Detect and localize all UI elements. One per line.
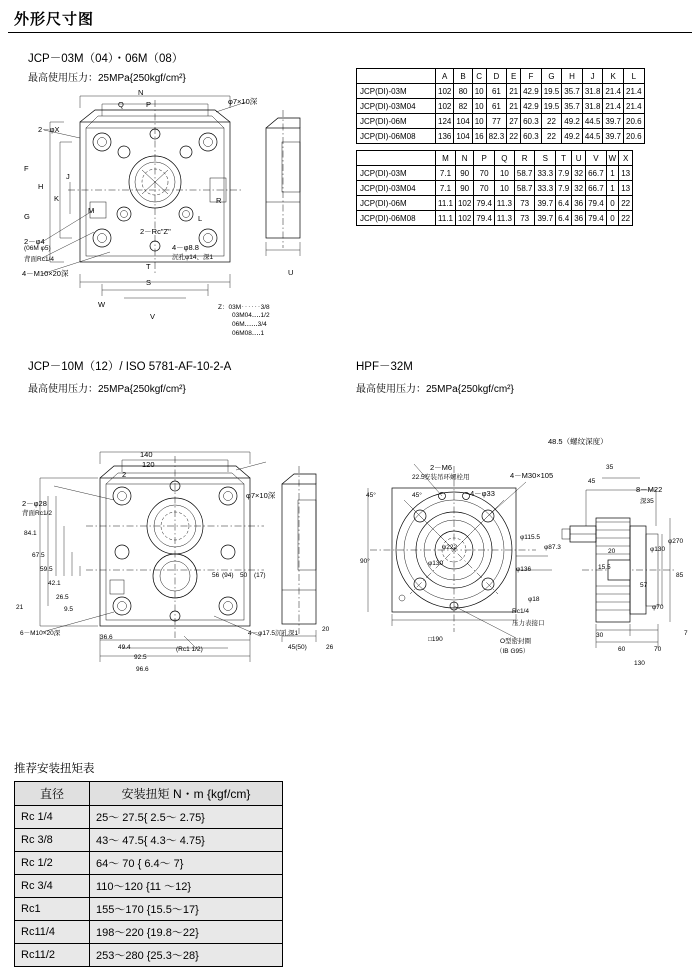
cell-w: 0 — [606, 196, 619, 211]
cell-k: 39.7 — [603, 129, 624, 144]
cell-e: 27 — [507, 114, 521, 129]
cell-model: JCP(DI)-03M — [357, 84, 436, 99]
label-dwg1-phix: 2－φX — [38, 125, 60, 134]
torque-table — [14, 781, 283, 967]
label-dwg3-60: 60 — [618, 646, 626, 653]
label-dwg2-20: 20 — [322, 626, 330, 633]
cell-model: JCP(DI)-06M — [357, 196, 436, 211]
torque-table-title: 推荐安装扭矩表 — [14, 763, 95, 775]
label-dwg3-45: 45 — [588, 478, 596, 485]
label-dwg1-zlist2: 03M04‥‥1/2 — [232, 312, 270, 319]
table-row-header — [357, 69, 645, 84]
cell-l: 21.4 — [624, 84, 645, 99]
label-dwg2-966: 96.6 — [136, 666, 149, 673]
label-dwg2-17: (17) — [254, 572, 266, 579]
label-dwg2-rc1: (Rc1 1/2) — [176, 646, 203, 653]
table-row — [15, 806, 283, 829]
table-row — [15, 829, 283, 852]
cell-n: 102 — [455, 211, 473, 226]
cell-d: 82.3 — [486, 129, 507, 144]
table-row — [357, 129, 645, 144]
cell-s: 33.3 — [535, 181, 556, 196]
cell-p: 70 — [474, 166, 495, 181]
label-dwg1-k: K — [54, 194, 60, 203]
label-dwg3-70: 70 — [654, 646, 662, 653]
cell-k: 21.4 — [603, 84, 624, 99]
cell-x: 22 — [619, 196, 633, 211]
col-k: K — [603, 69, 624, 84]
col-e: E — [507, 69, 521, 84]
cell-j: 44.5 — [582, 129, 603, 144]
label-dwg2-m10: 6－M10×20深 — [20, 630, 61, 637]
col-p: P — [474, 151, 495, 166]
cell-t: 6.4 — [556, 211, 572, 226]
label-dwg1-phi88: 4－φ8.8 — [172, 243, 199, 252]
label-dwg3-m30: 4－M30×105 — [510, 471, 554, 480]
cell-torque: 110～120 {11 ～12} — [90, 875, 283, 898]
label-dwg3-phi70: φ70 — [652, 604, 664, 611]
label-dwg2-421: 42.1 — [48, 580, 61, 587]
cell-h: 35.7 — [562, 99, 583, 114]
cell-j: 31.8 — [582, 99, 603, 114]
col-diameter: 直径 — [15, 782, 90, 806]
label-dwg2-841: 84.1 — [24, 530, 37, 537]
cell-r: 73 — [514, 211, 535, 226]
label-dwg3-30: 30 — [596, 632, 604, 639]
cell-torque: 64～ 70 { 6.4～ 7} — [90, 852, 283, 875]
label-dwg3-phi115: φ115.5 — [520, 534, 540, 541]
label-dwg3-oring2: （IB G95） — [496, 648, 530, 655]
cell-e: 21 — [507, 84, 521, 99]
cell-q: 11.3 — [494, 211, 514, 226]
label-dwg3-oring1: O型密封圈 — [500, 638, 532, 645]
page-title: 外形尺寸图 — [14, 11, 95, 28]
label-dwg2-94: (94) — [222, 572, 234, 579]
label-dwg2-675: 67.5 — [32, 552, 45, 559]
cell-b: 80 — [454, 84, 472, 99]
label-dwg3-20: 20 — [608, 548, 616, 555]
col-u: U — [572, 151, 586, 166]
cell-w: 0 — [606, 211, 619, 226]
label-dwg1-m: M — [88, 206, 95, 215]
label-dwg3-gauge: 压力表接口 — [512, 620, 545, 627]
label-dwg2-56: 56 — [212, 572, 220, 579]
cell-v: 66.7 — [586, 166, 607, 181]
label-dwg1-q: Q — [118, 100, 124, 109]
cell-diameter: Rc11/2 — [15, 944, 90, 967]
cell-n: 90 — [455, 166, 473, 181]
label-dwg3-phi130: φ130 — [428, 560, 444, 567]
cell-r: 58.7 — [514, 166, 535, 181]
label-dwg2-595: 59.5 — [40, 566, 53, 573]
cell-b: 82 — [454, 99, 472, 114]
label-dwg2-2: 2 — [122, 470, 127, 479]
cell-p: 79.4 — [474, 196, 495, 211]
cell-model: JCP(DI)-03M04 — [357, 181, 436, 196]
cell-f: 60.3 — [521, 114, 542, 129]
label-dwg3-57: 57 — [640, 582, 648, 589]
cell-u: 32 — [572, 166, 586, 181]
col-b: B — [454, 69, 472, 84]
label-dwg2-45: 45(50) — [288, 644, 307, 651]
cell-s: 33.3 — [535, 166, 556, 181]
label-dwg1-t: T — [146, 262, 151, 271]
cell-c: 16 — [472, 129, 486, 144]
label-dwg2-backrc: 背面Rc1/2 — [22, 510, 52, 517]
label-dwg1-p: P — [146, 100, 152, 109]
cell-torque: 43～ 47.5{ 4.3～ 4.75} — [90, 829, 283, 852]
cell-model: JCP(DI)-03M — [357, 166, 436, 181]
cell-v: 79.4 — [586, 196, 607, 211]
cell-c: 10 — [472, 84, 486, 99]
label-dwg2-phi28: 2－φ28 — [22, 499, 47, 508]
label-dwg1-v: V — [150, 312, 156, 321]
cell-p: 70 — [474, 181, 495, 196]
cell-diameter: Rc 3/4 — [15, 875, 90, 898]
label-dwg3-90: 90° — [360, 558, 370, 565]
label-dwg1-u: U — [288, 268, 294, 277]
cell-g: 19.5 — [541, 99, 562, 114]
label-dwg2-dia7: φ7×10深 — [246, 491, 276, 500]
cell-u: 32 — [572, 181, 586, 196]
cell-k: 39.7 — [603, 114, 624, 129]
label-dwg2-21: 21 — [16, 604, 24, 611]
label-dwg2-366: 36.6 — [100, 634, 113, 641]
cell-h: 35.7 — [562, 84, 583, 99]
label-dwg3-35: 35 — [606, 464, 614, 471]
cell-r: 58.7 — [514, 181, 535, 196]
cell-torque: 253～280 {25.3～28} — [90, 944, 283, 967]
label-dwg2-120: 120 — [142, 460, 155, 469]
cell-model: JCP(DI)-03M04 — [357, 99, 436, 114]
label-dwg1-backrc: 背面Rc1/4 — [24, 256, 54, 263]
label-dwg1-r: R — [216, 196, 222, 205]
cell-torque: 25～ 27.5{ 2.5～ 2.75} — [90, 806, 283, 829]
drawing-jcp03m — [20, 82, 350, 332]
cell-h: 49.2 — [562, 114, 583, 129]
cell-f: 60.3 — [521, 129, 542, 144]
cell-j: 44.5 — [582, 114, 603, 129]
label-dwg3-hoist: 安装吊环螺栓用 — [424, 474, 470, 481]
table-row — [15, 898, 283, 921]
col-a: A — [436, 69, 454, 84]
table-row — [357, 84, 645, 99]
label-dwg2-26: 26 — [326, 644, 334, 651]
title-divider — [8, 32, 692, 33]
label-dwg3-phi130b: φ130 — [650, 546, 666, 553]
cell-u: 36 — [572, 196, 586, 211]
cell-e: 22 — [507, 129, 521, 144]
cell-model: JCP(DI)-06M — [357, 114, 436, 129]
cell-diameter: Rc 1/2 — [15, 852, 90, 875]
cell-m: 11.1 — [436, 211, 456, 226]
section-pressure-jcp03m: 最高使用压力：25MPa{250kgf/cm²} — [28, 73, 186, 84]
table-row-header — [15, 782, 283, 806]
col-torque: 安装扭矩 N・m {kgf/cm} — [90, 782, 283, 806]
section-pressure-jcp10m: 最高使用压力：25MPa{250kgf/cm²} — [28, 384, 186, 395]
cell-c: 10 — [472, 99, 486, 114]
label-dwg1-w: W — [98, 300, 106, 309]
table-dimensions-abc — [356, 68, 645, 144]
label-dwg1-zlist1: Z：03M‥‥‥3/8 — [218, 304, 270, 311]
col-n: N — [455, 151, 473, 166]
label-dwg1-s: S — [146, 278, 152, 287]
section-pressure-hpf32m: 最高使用压力：25MPa{250kgf/cm²} — [356, 384, 514, 395]
cell-n: 90 — [455, 181, 473, 196]
label-dwg3-deep35: 深35 — [640, 498, 654, 505]
label-dwg1-note06m: (06M φ5) — [24, 245, 51, 252]
cell-x: 13 — [619, 166, 633, 181]
label-dwg3-485: 48.5（螺纹深度） — [548, 437, 608, 446]
cell-x: 22 — [619, 211, 633, 226]
cell-l: 20.6 — [624, 129, 645, 144]
cell-k: 21.4 — [603, 99, 624, 114]
cell-diameter: Rc 1/4 — [15, 806, 90, 829]
cell-a: 102 — [436, 84, 454, 99]
label-dwg1-g: G — [24, 212, 30, 221]
cell-v: 79.4 — [586, 211, 607, 226]
table-row — [15, 852, 283, 875]
cell-f: 42.9 — [521, 84, 542, 99]
table-row — [15, 921, 283, 944]
cell-x: 13 — [619, 181, 633, 196]
cell-diameter: Rc1 — [15, 898, 90, 921]
label-dwg1-zlist4: 06M08‥‥1 — [232, 330, 265, 337]
label-dwg2-50: 50 — [240, 572, 248, 579]
cell-s: 39.7 — [535, 196, 556, 211]
cell-l: 20.6 — [624, 114, 645, 129]
label-dwg1-phi4: 2－φ4 — [24, 237, 45, 246]
col-v: V — [586, 151, 607, 166]
cell-t: 6.4 — [556, 196, 572, 211]
table-row — [357, 114, 645, 129]
col-l: L — [624, 69, 645, 84]
cell-torque: 198～220 {19.8～22} — [90, 921, 283, 944]
label-dwg1-zlist3: 06M‥‥‥3/4 — [232, 321, 267, 328]
col-h: H — [562, 69, 583, 84]
label-dwg3-225: 22.5° — [412, 474, 428, 481]
cell-w: 1 — [606, 181, 619, 196]
label-dwg1-h: H — [38, 182, 44, 191]
cell-model: JCP(DI)-06M08 — [357, 129, 436, 144]
label-dwg1-dia7: φ7×10深 — [228, 97, 258, 106]
cell-d: 61 — [486, 84, 507, 99]
label-dwg3-45b: 45° — [366, 492, 376, 499]
label-dwg2-925: 92.5 — [134, 654, 147, 661]
col-q: Q — [494, 151, 514, 166]
cell-s: 39.7 — [535, 211, 556, 226]
cell-g: 22 — [541, 114, 562, 129]
cell-u: 36 — [572, 211, 586, 226]
cell-h: 49.2 — [562, 129, 583, 144]
cell-n: 102 — [455, 196, 473, 211]
cell-q: 10 — [494, 181, 514, 196]
cell-a: 102 — [436, 99, 454, 114]
cell-b: 104 — [454, 129, 472, 144]
cell-t: 7.9 — [556, 181, 572, 196]
col-w: W — [606, 151, 619, 166]
col-c: C — [472, 69, 486, 84]
cell-q: 10 — [494, 166, 514, 181]
cell-t: 7.9 — [556, 166, 572, 181]
label-dwg1-n: N — [138, 88, 144, 97]
cell-w: 1 — [606, 166, 619, 181]
col-model — [357, 151, 436, 166]
label-dwg3-phi18: φ18 — [528, 596, 540, 603]
cell-g: 19.5 — [541, 84, 562, 99]
cell-j: 31.8 — [582, 84, 603, 99]
col-r: R — [514, 151, 535, 166]
cell-diameter: Rc 3/8 — [15, 829, 90, 852]
label-dwg3-45a: 45° — [412, 492, 422, 499]
label-dwg1-f: F — [24, 164, 29, 173]
cell-m: 7.1 — [436, 181, 456, 196]
col-j: J — [582, 69, 603, 84]
cell-v: 66.7 — [586, 181, 607, 196]
label-dwg3-phi270: φ270 — [668, 538, 684, 545]
label-dwg3-130: 130 — [634, 660, 645, 667]
col-g: G — [541, 69, 562, 84]
col-d: D — [486, 69, 507, 84]
cell-a: 136 — [436, 129, 454, 144]
label-dwg3-m6: 2－M6 — [430, 463, 453, 472]
col-x: X — [619, 151, 633, 166]
cell-m: 11.1 — [436, 196, 456, 211]
col-t: T — [556, 151, 572, 166]
cell-diameter: Rc11/4 — [15, 921, 90, 944]
section-heading-hpf32m: HPF－32M — [356, 361, 413, 373]
torque-table-block — [14, 760, 283, 967]
label-dwg3-phi873: φ87.3 — [544, 544, 561, 551]
cell-g: 22 — [541, 129, 562, 144]
label-dwg3-sq190: □190 — [428, 636, 443, 643]
cell-d: 77 — [486, 114, 507, 129]
cell-b: 104 — [454, 114, 472, 129]
label-dwg3-rc14: Rc1/4 — [512, 608, 529, 615]
label-dwg3-7: 7 — [684, 630, 688, 637]
cell-m: 7.1 — [436, 166, 456, 181]
label-dwg1-rc2: 2－Rc"Z" — [140, 227, 171, 236]
section-heading-jcp03m: JCP－03M（04）・06M（08） — [28, 53, 184, 65]
label-dwg2-494: 49.4 — [118, 644, 131, 651]
cell-r: 73 — [514, 196, 535, 211]
table-row — [357, 211, 633, 226]
cell-model: JCP(DI)-06M08 — [357, 211, 436, 226]
label-dwg3-85: 85 — [676, 572, 684, 579]
col-f: F — [521, 69, 542, 84]
label-dwg2-phi175: 4－φ17.5沉孔深1 — [248, 630, 299, 637]
table-row — [357, 99, 645, 114]
label-dwg1-deep: 沉孔φ14、深1 — [172, 254, 214, 261]
label-dwg3-m22: 8－M22 — [636, 485, 663, 494]
cell-q: 11.3 — [494, 196, 514, 211]
label-dwg1-l: L — [198, 214, 203, 223]
table-row-header — [357, 151, 633, 166]
label-dwg3-155: 15.5 — [598, 564, 611, 571]
cell-e: 21 — [507, 99, 521, 114]
label-dwg2-140: 140 — [140, 450, 153, 459]
cell-d: 61 — [486, 99, 507, 114]
cell-f: 42.9 — [521, 99, 542, 114]
table-row — [15, 944, 283, 967]
label-dwg1-j: J — [66, 172, 70, 181]
col-model — [357, 69, 436, 84]
table-row — [357, 196, 633, 211]
table-row — [15, 875, 283, 898]
col-m: M — [436, 151, 456, 166]
label-dwg3-phi222: φ222 — [442, 544, 458, 551]
label-dwg2-95: 9.5 — [64, 606, 74, 613]
label-dwg3-phi33: 4－φ33 — [470, 489, 495, 498]
label-dwg2-265: 26.5 — [56, 594, 69, 601]
label-dwg1-m10: 4－M10×20深 — [22, 269, 69, 278]
cell-c: 10 — [472, 114, 486, 129]
cell-a: 124 — [436, 114, 454, 129]
table-row — [357, 166, 633, 181]
label-dwg3-phi136: φ136 — [516, 566, 532, 573]
cell-p: 79.4 — [474, 211, 495, 226]
section-heading-jcp10m: JCP－10M（12）/ ISO 5781-AF-10-2-A — [28, 361, 232, 373]
cell-l: 21.4 — [624, 99, 645, 114]
table-row — [357, 181, 633, 196]
col-s: S — [535, 151, 556, 166]
table-dimensions-mnp — [356, 150, 633, 226]
cell-torque: 155～170 {15.5～17} — [90, 898, 283, 921]
